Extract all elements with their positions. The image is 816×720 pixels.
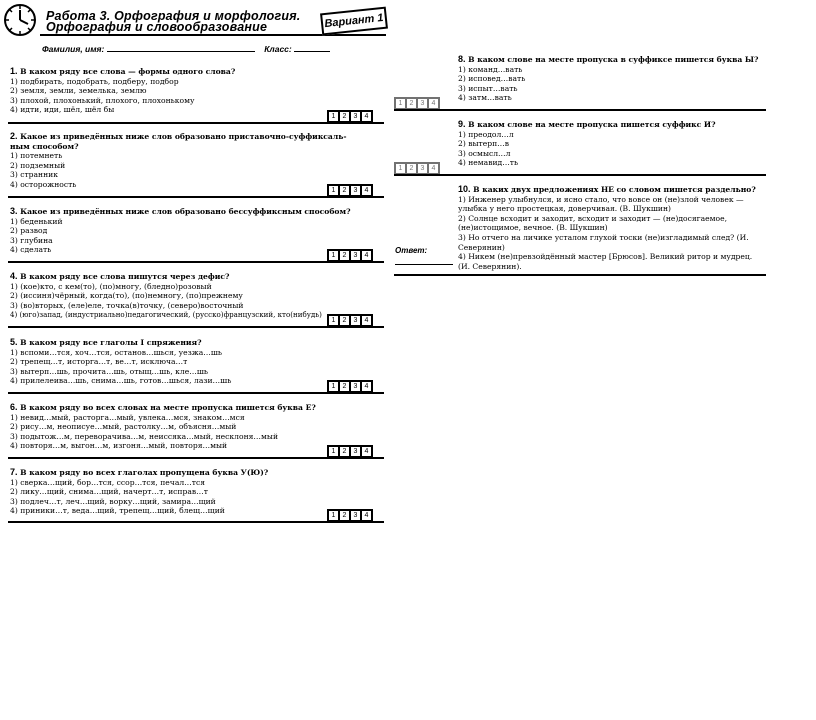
answer-cell-1[interactable]: 1	[329, 382, 338, 391]
surname-field[interactable]	[107, 43, 255, 52]
divider	[8, 122, 384, 124]
option-3: 3) (во)вторых, (еле)еле, точка(в)точку, (северо)восточный	[10, 300, 244, 310]
option-2: 2) лику…щий, снима…щий, начерт…т, исправ…т	[10, 487, 208, 497]
question-8	[458, 55, 768, 103]
option-4: 4) Никем (не)превзойдённый мастер [Брюсов]. Великий ритор и мудрец. (И. Северянин).	[458, 252, 753, 271]
question-number: 5.	[10, 337, 18, 347]
divider	[394, 109, 766, 111]
answer-cell-1[interactable]: 1	[329, 112, 338, 121]
divider	[8, 392, 384, 394]
answer-cell-1[interactable]: 1	[329, 447, 338, 456]
answer-cell-4[interactable]: 4	[362, 316, 371, 325]
question-text: В каком слове на месте пропуска в суффиксе пишется буква Ы?	[468, 55, 759, 64]
answer-cell-2[interactable]: 2	[340, 447, 349, 456]
option-3: 3) глубина	[10, 235, 53, 245]
answer-label: Ответ:	[395, 246, 428, 255]
option-2: 2) исповед…вать	[458, 74, 526, 84]
option-1: 1) сверка…щий, бор…тся, ссор…тся, печал…тся	[10, 477, 206, 487]
option-3: 3) испыт…вать	[458, 83, 518, 93]
option-2: 2) трепещ…т, исторга…т, ве…т, исключа…т	[10, 357, 188, 367]
option-1: 1) вспоми…тся, хоч…тся, останов…шься, уезжа…шь	[10, 347, 223, 357]
option-1: 1) подбирать, подобрать, подберу, подбор	[10, 76, 179, 86]
answer-cell-3[interactable]: 3	[351, 382, 360, 391]
answer-cell-3[interactable]: 3	[351, 251, 360, 260]
answer-cell-1[interactable]: 1	[396, 164, 405, 173]
option-2: 2) развод	[10, 226, 48, 236]
divider	[8, 521, 384, 523]
answer-cell-4[interactable]: 4	[362, 186, 371, 195]
answer-cell-4[interactable]: 4	[362, 447, 371, 456]
title-line-1: Работа 3. Орфография и морфология.	[46, 9, 301, 23]
option-2: 2) рису…м, неописуе…мый, растолку…м, объясня…мый	[10, 422, 237, 432]
option-2: 2) земля, земли, земелька, землю	[10, 86, 147, 96]
question-text: В каком ряду все глаголы I спряжения?	[20, 338, 202, 347]
title-line-2: Орфография и словообразование	[46, 20, 268, 34]
option-1: 1) невид…мый, расторга…мый, увлека…мся, знаком…мся	[10, 412, 245, 422]
option-3: 3) вытерп…шь, прочита…шь, отыщ…шь, кле…шь	[10, 366, 209, 376]
question-text: В каком ряду во всех глаголах пропущена буква У(Ю)?	[20, 468, 269, 477]
answer-cell-1[interactable]: 1	[396, 99, 405, 108]
question-6	[10, 403, 385, 451]
clock-icon	[2, 2, 38, 38]
option-4: 4) прилелеива…шь, снима…шь, готов…шься, лази…шь	[10, 376, 232, 386]
answer-cell-3[interactable]: 3	[351, 511, 360, 520]
answer-cell-4[interactable]: 4	[362, 382, 371, 391]
divider	[8, 261, 384, 263]
answer-cell-2[interactable]: 2	[340, 382, 349, 391]
option-3: 3) странник	[10, 170, 58, 180]
answer-cell-2[interactable]: 2	[340, 316, 349, 325]
answer-cell-2[interactable]: 2	[340, 186, 349, 195]
answer-cell-1[interactable]: 1	[329, 511, 338, 520]
answer-cell-4[interactable]: 4	[429, 164, 438, 173]
question-number: 3.	[10, 206, 18, 216]
class-label: Класс:	[264, 44, 292, 54]
question-2	[10, 132, 385, 190]
question-number: 9.	[458, 119, 466, 129]
question-number: 4.	[10, 271, 18, 281]
option-4: 4) приники…т, веда…щий, трепещ…щий, блещ…щий	[10, 506, 225, 516]
answer-cell-1[interactable]: 1	[329, 316, 338, 325]
question-number: 1.	[10, 66, 18, 76]
option-1: 1) (кое)кто, с кем(то), (по)многу, (бледно)розовый	[10, 281, 212, 291]
option-3: 3) подытож…м, переворачива…м, неиссяка…мый, несклоня…мый	[10, 431, 279, 441]
option-2: 2) Солнце всходит и заходит, всходит и заходит — (не)досягаемое, (не)истощимое, вечное. (В. Шукшин)	[458, 213, 728, 233]
divider	[8, 326, 384, 328]
question-9	[458, 120, 768, 168]
question-1	[10, 67, 385, 115]
divider	[394, 174, 766, 176]
question-text: В каком ряду все слова пишутся через дефис?	[20, 272, 230, 281]
answer-cell-3[interactable]: 3	[351, 186, 360, 195]
answer-field[interactable]	[395, 264, 453, 265]
answer-cell-3[interactable]: 3	[351, 316, 360, 325]
divider	[8, 457, 384, 459]
question-number: 8.	[458, 54, 466, 64]
answer-cell-4[interactable]: 4	[362, 511, 371, 520]
question-10	[458, 185, 766, 271]
answer-cell-3[interactable]: 3	[418, 164, 427, 173]
question-number: 10.	[458, 184, 471, 194]
answer-cell-1[interactable]: 1	[329, 186, 338, 195]
answer-cell-3[interactable]: 3	[351, 447, 360, 456]
option-2: 2) подземный	[10, 160, 66, 170]
divider	[394, 274, 766, 276]
class-field[interactable]	[294, 43, 330, 52]
variant-badge: Вариант 1	[320, 7, 388, 36]
question-text: Какое из приведённых ниже слов образовано бессуффиксным способом?	[20, 207, 351, 216]
answer-cell-2[interactable]: 2	[340, 251, 349, 260]
question-text: В каких двух предложениях НЕ со словом пишется раздельно?	[473, 185, 756, 194]
question-text: В каком слове на месте пропуска пишется суффикс И?	[468, 120, 716, 129]
option-3: 3) осмысл…л	[458, 148, 511, 158]
question-number: 6.	[10, 402, 18, 412]
option-4: 4) повторя…м, выгон…м, изгоня…мый, повторя…мый	[10, 441, 228, 451]
question-number: 2.	[10, 131, 18, 141]
option-4: 4) сделать	[10, 245, 52, 255]
student-info-row	[42, 43, 330, 54]
option-2: 2) вытерп…в	[458, 139, 510, 149]
option-4: 4) идти, иди, шёл, шёл бы	[10, 105, 115, 115]
option-1: 1) преодол…л	[458, 129, 514, 139]
option-4: 4) затм…вать	[458, 93, 512, 103]
answer-cell-3[interactable]: 3	[351, 112, 360, 121]
question-4	[10, 272, 385, 320]
option-2: 2) (иссиня)чёрный, когда(то), (по)немногу, (по)прежнему	[10, 291, 243, 301]
answer-cell-3[interactable]: 3	[418, 99, 427, 108]
question-5	[10, 338, 385, 386]
option-4: 4) (юго)запад, (индустриально)педагогический, (русско)французский, кто(нибудь)	[10, 310, 322, 320]
answer-cell-2[interactable]: 2	[407, 99, 416, 108]
answer-cell-4[interactable]: 4	[362, 112, 371, 121]
answer-cell-4[interactable]: 4	[429, 99, 438, 108]
option-3: 3) Но отчего на личике усталом глухой тоски (не)изгладимый след? (И. Северянин)	[458, 232, 749, 252]
option-3: 3) подлеч…т, леч…щий, ворку…щий, замира…щий	[10, 496, 216, 506]
option-1: 1) беденький	[10, 216, 63, 226]
answer-cell-2[interactable]: 2	[340, 112, 349, 121]
answer-cell-1[interactable]: 1	[329, 251, 338, 260]
answer-cell-2[interactable]: 2	[340, 511, 349, 520]
question-text: В каком ряду во всех словах на месте пропуска пишется буква Е?	[20, 403, 316, 412]
option-1: 1) команд…вать	[458, 64, 523, 74]
answer-cell-2[interactable]: 2	[407, 164, 416, 173]
question-text: В каком ряду все слова — формы одного слова?	[20, 67, 236, 76]
surname-label: Фамилия, имя:	[42, 44, 105, 54]
option-3: 3) плохой, плохонький, плохого, плохонькому	[10, 95, 195, 105]
option-4: 4) немавид…ть	[458, 158, 519, 168]
answer-cell-4[interactable]: 4	[362, 251, 371, 260]
question-3	[10, 207, 385, 255]
option-1: 1) потемнеть	[10, 151, 63, 161]
question-text-cont: ным способом?	[10, 141, 79, 151]
question-text: Какое из приведённых ниже слов образовано приставочно-суффиксаль-	[20, 132, 347, 141]
option-4: 4) осторожность	[10, 179, 77, 189]
option-1: 1) Инженер улыбнулся, и ясно стало, что вовсе он (не)злой человек — улыбка у него простецкая, доверчивая. (В. Шукшин)	[458, 194, 744, 214]
question-number: 7.	[10, 467, 18, 477]
divider	[8, 196, 384, 198]
